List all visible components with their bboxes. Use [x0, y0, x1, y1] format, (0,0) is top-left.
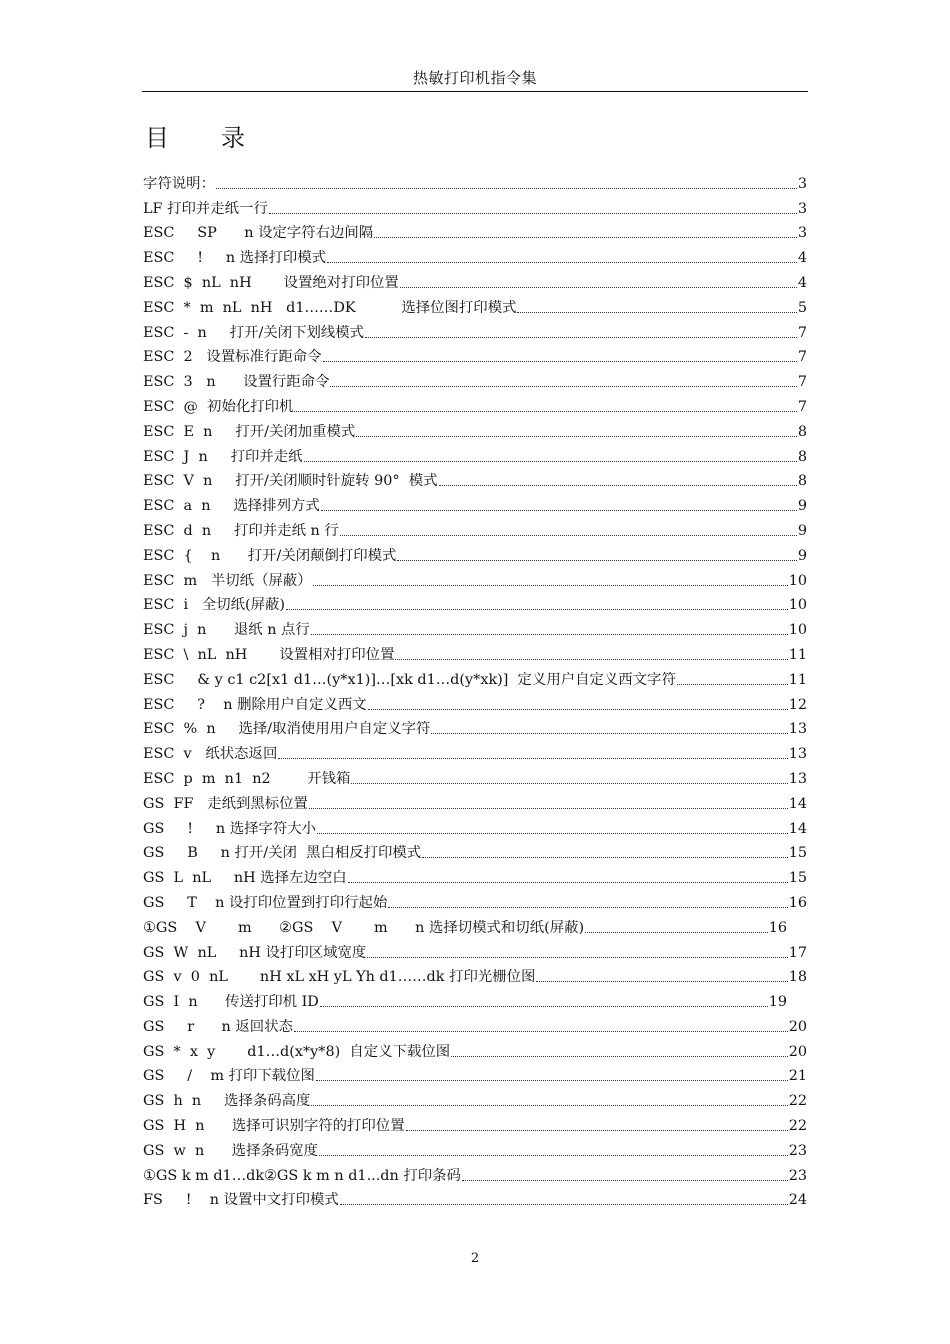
toc-entry[interactable]: [143, 341, 807, 366]
toc-entry-page: 18: [788, 969, 807, 986]
dot-leader: [320, 1006, 768, 1007]
toc-entry-page: 8: [797, 423, 807, 440]
toc-entry-title: GS H n 选择可识别字符的打印位置: [143, 1118, 405, 1135]
dot-leader: [422, 857, 787, 858]
toc-entry-title: FS ! n 设置中文打印模式: [143, 1192, 339, 1209]
toc-entry[interactable]: [143, 192, 807, 217]
toc-entry[interactable]: [143, 638, 807, 663]
toc-entry-title: ESC * m nL nH d1……DK 选择位图打印模式: [143, 299, 517, 316]
toc-entry-page: 19: [768, 994, 787, 1011]
toc-entry-page: 10: [788, 572, 807, 589]
dot-leader: [406, 1130, 788, 1131]
toc-entry-title: GS / m 打印下载位图: [143, 1068, 315, 1085]
toc-entry-title: ESC ! n 选择打印模式: [143, 250, 327, 267]
dot-leader: [439, 485, 797, 486]
dot-leader: [585, 932, 768, 933]
toc-entry-title: ①GS V m ②GS V m n 选择切模式和切纸(屏蔽): [143, 919, 585, 936]
toc-entry-title: ESC - n 打开/关闭下划线模式: [143, 324, 365, 341]
toc-entry-page: 11: [788, 646, 807, 663]
toc-entry-title: ESC ? n 删除用户自定义西文: [143, 696, 367, 713]
toc-entry-title: GS * x y d1…d(x*y*8) 自定义下载位图: [143, 1043, 451, 1060]
dot-leader: [304, 461, 797, 462]
toc-entry-title: ESC & y c1 c2[x1 d1…(y*x1)]…[xk d1…d(y*xk)] 定义用户自定义西文字符: [143, 671, 676, 688]
dot-leader: [316, 1080, 788, 1081]
toc-entry-page: 13: [788, 746, 807, 763]
toc-entry-title: GS h n 选择条码高度: [143, 1093, 311, 1110]
toc-entry-page: 8: [797, 473, 807, 490]
toc-entry-page: 3: [797, 175, 807, 192]
dot-leader: [323, 361, 797, 362]
toc-entry[interactable]: [143, 985, 807, 1010]
toc-entry[interactable]: [143, 1010, 807, 1035]
dot-leader: [536, 981, 787, 982]
toc-entry-title: ESC SP n 设定字符右边间隔: [143, 225, 374, 242]
toc-entry-title: ESC E n 打开/关闭加重模式: [143, 423, 356, 440]
toc-entry-title: ESC \ nL nH 设置相对打印位置: [143, 646, 395, 663]
dot-leader: [216, 188, 797, 189]
toc-entry[interactable]: [143, 539, 807, 564]
toc-entry[interactable]: [143, 961, 807, 986]
toc-entry-title: ESC V n 打开/关闭顺时针旋转 90° 模式: [143, 473, 438, 490]
toc-entry[interactable]: [143, 266, 807, 291]
toc-entry-title: ESC i 全切纸(屏蔽): [143, 597, 286, 614]
toc-entry-page: 7: [797, 398, 807, 415]
toc-entry[interactable]: [143, 713, 807, 738]
toc-entry[interactable]: [143, 737, 807, 762]
toc-entry[interactable]: [143, 911, 807, 936]
toc-entry[interactable]: [143, 316, 807, 341]
toc-entry-title: GS L nL nH 选择左边空白: [143, 870, 347, 887]
toc-entry-title: ESC v 纸状态返回: [143, 746, 278, 763]
dot-leader: [367, 957, 787, 958]
toc-entry-page: 8: [797, 448, 807, 465]
toc-entry-title: ESC 3 n 设置行距命令: [143, 374, 330, 391]
dot-leader: [395, 659, 787, 660]
toc-entry-page: 11: [788, 671, 807, 688]
toc-entry-title: ESC 2 设置标准行距命令: [143, 349, 322, 366]
toc-entry-page: 7: [797, 349, 807, 366]
toc-entry-page: 5: [797, 299, 807, 316]
toc-entry-page: 9: [797, 547, 807, 564]
toc-entry-title: ESC % n 选择/取消使用用户自定义字符: [143, 721, 431, 738]
toc-entry-page: 9: [797, 522, 807, 539]
table-of-contents: [143, 167, 807, 1208]
toc-entry-page: 20: [788, 1043, 807, 1060]
toc-entry[interactable]: [143, 1109, 807, 1134]
dot-leader: [340, 535, 797, 536]
toc-entry[interactable]: [143, 1184, 807, 1209]
toc-entry-title: GS w n 选择条码宽度: [143, 1142, 319, 1159]
toc-entry-page: 7: [797, 374, 807, 391]
toc-entry[interactable]: [143, 241, 807, 266]
toc-heading: [145, 118, 245, 153]
dot-leader: [351, 783, 787, 784]
toc-entry-page: 12: [788, 696, 807, 713]
page-number: 2: [470, 1251, 480, 1266]
toc-entry-page: 10: [788, 622, 807, 639]
toc-entry-page: 21: [788, 1068, 807, 1085]
toc-entry-title: ESC @ 初始化打印机: [143, 398, 294, 415]
toc-entry-page: 13: [788, 721, 807, 738]
dot-leader: [397, 560, 796, 561]
toc-heading-char-1: 目: [145, 124, 169, 152]
toc-entry[interactable]: [143, 1060, 807, 1085]
toc-entry-title: GS B n 打开/关闭 黑白相反打印模式: [143, 845, 422, 862]
toc-entry[interactable]: [143, 415, 807, 440]
toc-entry-page: 22: [788, 1093, 807, 1110]
dot-leader: [313, 585, 788, 586]
toc-entry[interactable]: [143, 564, 807, 589]
toc-entry-title: GS I n 传送打印机 ID: [143, 994, 319, 1011]
toc-entry-title: ESC $ nL nH 设置绝对打印位置: [143, 274, 399, 291]
toc-entry-page: 7: [797, 324, 807, 341]
dot-leader: [311, 634, 788, 635]
toc-entry-title: LF 打印并走纸一行: [143, 200, 268, 217]
dot-leader: [365, 337, 797, 338]
toc-entry-title: GS ! n 选择字符大小: [143, 820, 317, 837]
toc-entry-title: ESC J n 打印并走纸: [143, 448, 303, 465]
toc-entry[interactable]: [143, 1134, 807, 1159]
dot-leader: [319, 1155, 788, 1156]
toc-entry[interactable]: [143, 688, 807, 713]
dot-leader: [330, 386, 796, 387]
dot-leader: [677, 684, 788, 685]
toc-entry[interactable]: [143, 291, 807, 316]
dot-leader: [388, 907, 787, 908]
dot-leader: [462, 1180, 788, 1181]
toc-entry-title: GS FF 走纸到黑标位置: [143, 795, 308, 812]
toc-entry-page: 3: [797, 225, 807, 242]
toc-entry[interactable]: [143, 365, 807, 390]
dot-leader: [374, 237, 797, 238]
toc-entry-page: 3: [797, 200, 807, 217]
running-header: 热敏打印机指令集: [412, 69, 537, 87]
toc-entry[interactable]: [143, 787, 807, 812]
toc-entry-title: ①GS k m d1…dk②GS k m n d1...dn 打印条码: [143, 1167, 461, 1184]
toc-entry-title: ESC p m n1 n2 开钱箱: [143, 770, 351, 787]
toc-entry-page: 4: [797, 274, 807, 291]
dot-leader: [286, 609, 788, 610]
toc-entry[interactable]: [143, 886, 807, 911]
toc-entry-page: 17: [788, 944, 807, 961]
toc-entry-page: 23: [788, 1167, 807, 1184]
toc-entry[interactable]: [143, 812, 807, 837]
toc-entry[interactable]: [143, 837, 807, 862]
toc-entry-page: 16: [788, 894, 807, 911]
toc-entry-page: 15: [788, 845, 807, 862]
toc-entry-title: GS r n 返回状态: [143, 1018, 293, 1035]
toc-entry-title: ESC d n 打印并走纸 n 行: [143, 522, 339, 539]
toc-entry[interactable]: [143, 465, 807, 490]
toc-entry[interactable]: [143, 861, 807, 886]
toc-entry-page: 24: [788, 1192, 807, 1209]
toc-entry[interactable]: [143, 613, 807, 638]
toc-entry[interactable]: [143, 217, 807, 242]
dot-leader: [317, 833, 788, 834]
dot-leader: [431, 733, 787, 734]
dot-leader: [356, 436, 797, 437]
dot-leader: [294, 1031, 788, 1032]
dot-leader: [400, 287, 797, 288]
dot-leader: [294, 411, 796, 412]
toc-entry[interactable]: [143, 489, 807, 514]
toc-entry-page: 14: [788, 795, 807, 812]
toc-entry-title: GS W nL nH 设打印区域宽度: [143, 944, 367, 961]
toc-entry[interactable]: [143, 167, 807, 192]
dot-leader: [309, 808, 788, 809]
toc-entry[interactable]: [143, 514, 807, 539]
toc-entry[interactable]: [143, 589, 807, 614]
toc-entry-page: 23: [788, 1142, 807, 1159]
dot-leader: [368, 709, 788, 710]
toc-entry-page: 20: [788, 1018, 807, 1035]
toc-entry[interactable]: [143, 762, 807, 787]
dot-leader: [451, 1056, 788, 1057]
toc-entry[interactable]: [143, 1159, 807, 1184]
dot-leader: [321, 510, 797, 511]
toc-entry-page: 10: [788, 597, 807, 614]
toc-entry-page: 4: [797, 250, 807, 267]
toc-entry[interactable]: [143, 936, 807, 961]
toc-entry[interactable]: [143, 663, 807, 688]
toc-entry-title: ESC j n 退纸 n 点行: [143, 622, 310, 639]
dot-leader: [311, 1105, 787, 1106]
toc-entry-title: ESC a n 选择排列方式: [143, 498, 320, 515]
dot-leader: [340, 1204, 788, 1205]
toc-entry-title: GS T n 设打印位置到打印行起始: [143, 894, 388, 911]
toc-entry-title: 字符说明：: [143, 175, 215, 192]
toc-entry-page: 22: [788, 1118, 807, 1135]
toc-entry-title: ESC m 半切纸（屏蔽）: [143, 572, 312, 589]
toc-entry-title: GS v 0 nL nH xL xH yL Yh d1……dk 打印光栅位图: [143, 969, 536, 986]
dot-leader: [517, 312, 796, 313]
toc-heading-char-2: 录: [221, 124, 245, 152]
dot-leader: [327, 262, 797, 263]
dot-leader: [348, 882, 788, 883]
dot-leader: [278, 758, 787, 759]
toc-entry[interactable]: [143, 390, 807, 415]
header-divider: [142, 91, 808, 92]
toc-entry-page: 9: [797, 498, 807, 515]
toc-entry-page: 14: [788, 820, 807, 837]
toc-entry[interactable]: [143, 440, 807, 465]
toc-entry-page: 15: [788, 870, 807, 887]
toc-entry-page: 16: [768, 919, 787, 936]
dot-leader: [269, 213, 797, 214]
toc-entry-title: ESC { n 打开/关闭颠倒打印模式: [143, 547, 397, 564]
toc-entry[interactable]: [143, 1084, 807, 1109]
toc-entry[interactable]: [143, 1035, 807, 1060]
toc-entry-page: 13: [788, 770, 807, 787]
